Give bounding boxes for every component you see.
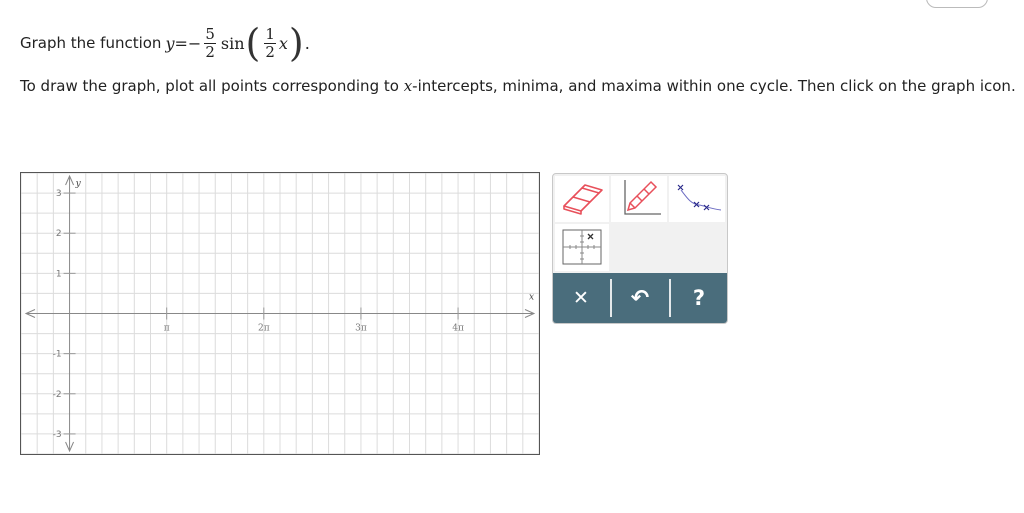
- x-variable: x: [278, 33, 288, 53]
- help-button[interactable]: [671, 273, 727, 323]
- coefficient-numerator: 5: [205, 24, 215, 43]
- inner-numerator: 1: [265, 24, 275, 43]
- instruction-part1: To draw the graph, plot all points corresponding to: [20, 77, 404, 95]
- problem-statement: [20, 14, 310, 72]
- instruction-x-variable: x: [403, 77, 413, 95]
- graph-icon-button[interactable]: [555, 224, 609, 271]
- statement-period: .: [304, 33, 310, 53]
- x-tick-label: 3π: [355, 323, 367, 334]
- graph-area[interactable]: [20, 172, 540, 455]
- top-pill-button[interactable]: [926, 0, 988, 8]
- function-expression: [161, 21, 310, 65]
- x-tick-label: 2π: [257, 323, 270, 334]
- instruction-text: [20, 75, 1020, 98]
- pencil-line-icon: [611, 176, 667, 222]
- x-tick-label: π: [163, 323, 170, 334]
- y-tick-label: -1: [52, 349, 62, 360]
- coefficient-fraction: [204, 26, 216, 61]
- line-tool-button[interactable]: [611, 176, 667, 222]
- action-bar: [553, 273, 727, 323]
- prompt-lead: Graph the function: [20, 34, 162, 52]
- x-tick-label: 4π: [452, 323, 464, 334]
- inner-fraction: [264, 26, 276, 61]
- left-paren: (: [245, 21, 261, 65]
- y-tick-label: 1: [55, 269, 62, 280]
- inner-denominator: 2: [265, 42, 275, 61]
- graph-toolbar: [552, 173, 728, 324]
- coefficient-denominator: 2: [205, 42, 215, 61]
- tick-labels: [53, 179, 535, 440]
- graph-icon: [555, 224, 609, 271]
- eraser-icon: [555, 176, 609, 222]
- graph-canvas[interactable]: [21, 173, 539, 454]
- y-tick-label: -3: [52, 429, 62, 440]
- eraser-tool-button[interactable]: [555, 176, 609, 222]
- y-tick-label: 3: [55, 189, 62, 200]
- sin-function: sin: [220, 33, 245, 53]
- close-icon: ✕: [573, 287, 589, 309]
- help-icon: ?: [692, 286, 706, 310]
- close-button[interactable]: [553, 273, 609, 323]
- x-axis-label: x: [529, 292, 535, 303]
- right-paren: ): [288, 21, 304, 65]
- points-tool-button[interactable]: [669, 176, 725, 222]
- y-variable: y: [165, 33, 175, 53]
- plot-points-icon: [669, 176, 725, 222]
- y-tick-label: 2: [55, 229, 62, 240]
- undo-icon: ↶: [630, 285, 650, 311]
- minus-sign: −: [187, 33, 202, 53]
- y-axis-label: y: [75, 179, 81, 189]
- undo-button[interactable]: [612, 273, 668, 323]
- equals-sign: =: [174, 33, 188, 53]
- y-tick-label: -2: [52, 389, 62, 400]
- instruction-part2: -intercepts, minima, and maxima within one cycle. Then click on the graph icon.: [412, 77, 1016, 95]
